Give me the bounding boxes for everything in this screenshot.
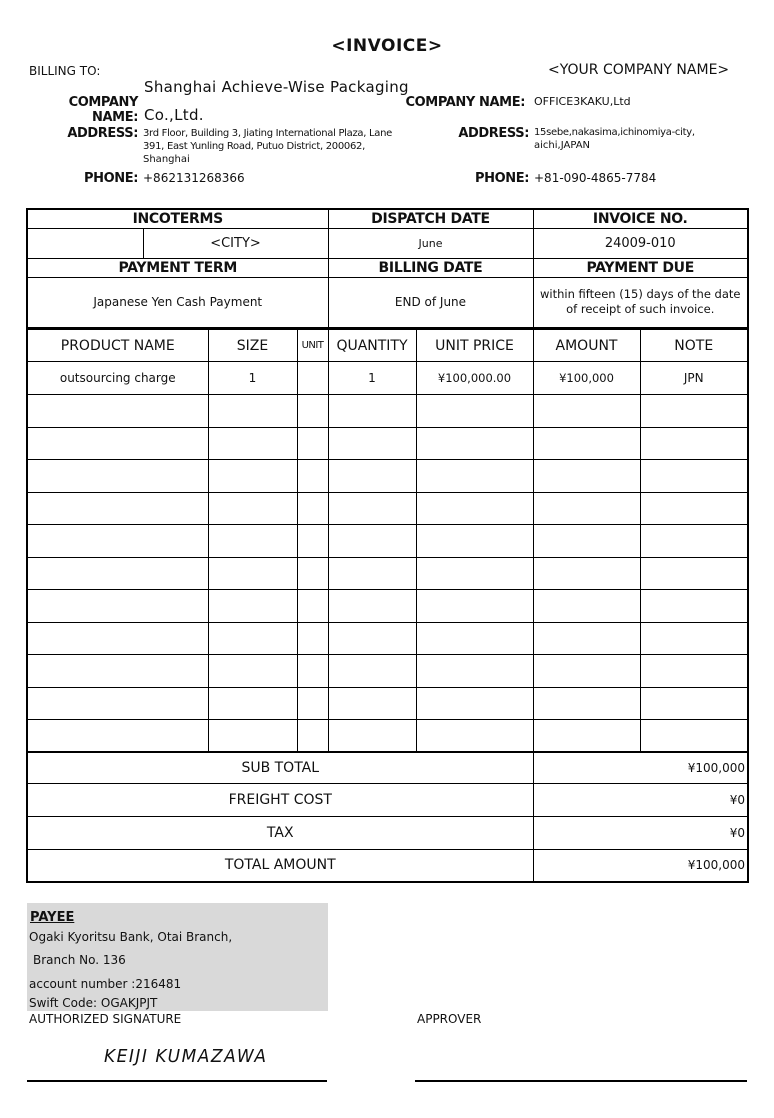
table-row (27, 427, 748, 460)
cell-product-name (27, 622, 208, 655)
cell-unit-price (416, 525, 533, 558)
freight-cost-label: FREIGHT COST (27, 784, 533, 817)
authorized-signature-label: AUTHORIZED SIGNATURE (29, 1012, 182, 1026)
approver-signature-line (415, 1080, 747, 1082)
header-size: SIZE (208, 330, 297, 362)
cell-unit (297, 687, 328, 720)
seller-phone: +81-090-4865-7784 (534, 171, 657, 185)
cell-amount (533, 492, 640, 525)
cell-product-name (27, 655, 208, 688)
cell-size (208, 460, 297, 493)
authorized-signature-line (27, 1080, 327, 1082)
authorized-signature-name: KEIJI KUMAZAWA (104, 1046, 268, 1068)
seller-company: OFFICE3KAKU,Ltd (534, 95, 631, 108)
billing-date-label: BILLING DATE (328, 258, 533, 277)
payment-term-label: PAYMENT TERM (27, 258, 328, 277)
cell-unit-price (416, 720, 533, 753)
cell-product-name (27, 687, 208, 720)
subtotal-label: SUB TOTAL (27, 752, 533, 784)
cell-product-name (27, 590, 208, 623)
cell-unit (297, 720, 328, 753)
billing-address-line1: 3rd Floor, Building 3, Jiating International Plaza, Lane (143, 128, 393, 139)
incoterms-value: <CITY> (143, 228, 328, 258)
seller-phone-label: PHONE: (474, 171, 529, 186)
cell-amount (533, 395, 640, 428)
cell-amount (533, 622, 640, 655)
header-amount: AMOUNT (533, 330, 640, 362)
cell-size (208, 622, 297, 655)
invoice-no-value: 24009-010 (533, 228, 748, 258)
subtotal-value: ¥100,000 (533, 752, 748, 784)
cell-unit-price (416, 557, 533, 590)
header-note: NOTE (640, 330, 748, 362)
cell-unit-price: ¥100,000.00 (416, 362, 533, 395)
cell-unit-price (416, 460, 533, 493)
table-row (27, 590, 748, 623)
cell-quantity (328, 655, 416, 688)
cell-unit-price (416, 622, 533, 655)
cell-size (208, 720, 297, 753)
cell-amount: ¥100,000 (533, 362, 640, 395)
payment-due-label: PAYMENT DUE (533, 258, 748, 277)
cell-unit (297, 557, 328, 590)
cell-note (640, 492, 748, 525)
cell-product-name: outsourcing charge (27, 362, 208, 395)
cell-quantity (328, 687, 416, 720)
table-row (27, 622, 748, 655)
your-company-heading: <YOUR COMPANY NAME> (548, 62, 730, 78)
dispatch-date-label: DISPATCH DATE (328, 209, 533, 228)
cell-quantity (328, 492, 416, 525)
cell-amount (533, 427, 640, 460)
table-row (27, 460, 748, 493)
cell-unit (297, 590, 328, 623)
table-row (27, 362, 748, 395)
cell-unit (297, 362, 328, 395)
cell-product-name (27, 525, 208, 558)
payment-due-value (533, 277, 748, 328)
payee-line4: Swift Code: OGAKJPJT (29, 996, 158, 1010)
payment-due-line2: of receipt of such invoice. (566, 302, 715, 317)
approver-label: APPROVER (417, 1012, 482, 1026)
cell-note (640, 655, 748, 688)
seller-address-line2: aichi,JAPAN (534, 140, 591, 151)
cell-product-name (27, 460, 208, 493)
cell-unit (297, 492, 328, 525)
tax-value: ¥0 (533, 817, 748, 850)
cell-note (640, 460, 748, 493)
invoice-title: <INVOICE> (331, 36, 443, 56)
cell-product-name (27, 720, 208, 753)
billing-company-line2: Co.,Ltd. (144, 106, 204, 124)
cell-size (208, 525, 297, 558)
cell-unit (297, 427, 328, 460)
cell-quantity (328, 525, 416, 558)
total-amount-label: TOTAL AMOUNT (27, 850, 533, 882)
terms-table (26, 208, 749, 329)
cell-unit-price (416, 492, 533, 525)
table-row (27, 687, 748, 720)
cell-unit-price (416, 395, 533, 428)
totals-table (26, 751, 749, 883)
cell-quantity: 1 (328, 362, 416, 395)
cell-quantity (328, 460, 416, 493)
cell-amount (533, 687, 640, 720)
cell-unit (297, 460, 328, 493)
invoice-no-label: INVOICE NO. (533, 209, 748, 228)
tax-label: TAX (27, 817, 533, 850)
incoterms-blank (27, 228, 143, 258)
payee-box (27, 903, 328, 1011)
billing-phone: +862131268366 (143, 171, 245, 185)
cell-note: JPN (640, 362, 748, 395)
cell-quantity (328, 557, 416, 590)
cell-note (640, 395, 748, 428)
cell-product-name (27, 492, 208, 525)
cell-product-name (27, 395, 208, 428)
billing-company-label: COMPANY NAME: (68, 95, 138, 125)
cell-quantity (328, 427, 416, 460)
billing-address-line2: 391, East Yunling Road, Putuo District, 200062, (143, 141, 365, 152)
cell-unit-price (416, 590, 533, 623)
billing-phone-label: PHONE: (83, 171, 138, 186)
cell-amount (533, 557, 640, 590)
cell-size (208, 655, 297, 688)
cell-unit (297, 655, 328, 688)
billing-to-label: BILLING TO: (29, 64, 101, 78)
payee-line3: account number :216481 (29, 977, 182, 991)
cell-unit (297, 525, 328, 558)
cell-size: 1 (208, 362, 297, 395)
payment-due-line1: within fifteen (15) days of the date (540, 287, 741, 302)
cell-note (640, 427, 748, 460)
billing-address-label: ADDRESS: (67, 126, 138, 141)
payee-line2: Branch No. 136 (33, 953, 126, 967)
cell-quantity (328, 622, 416, 655)
cell-size (208, 590, 297, 623)
header-unit-price: UNIT PRICE (416, 330, 533, 362)
billing-address-line3: Shanghai (143, 154, 190, 165)
seller-address-label: ADDRESS: (458, 126, 529, 141)
cell-product-name (27, 557, 208, 590)
total-amount-value: ¥100,000 (533, 850, 748, 882)
cell-note (640, 557, 748, 590)
cell-size (208, 557, 297, 590)
cell-note (640, 720, 748, 753)
header-unit: UNIT (297, 330, 328, 362)
billing-company-line1: Shanghai Achieve-Wise Packaging (144, 78, 409, 96)
cell-quantity (328, 590, 416, 623)
cell-amount (533, 460, 640, 493)
header-product-name: PRODUCT NAME (27, 330, 208, 362)
payment-term-value: Japanese Yen Cash Payment (27, 277, 328, 328)
cell-amount (533, 590, 640, 623)
cell-note (640, 525, 748, 558)
seller-company-label: COMPANY NAME: (405, 95, 525, 110)
table-row (27, 492, 748, 525)
header-quantity: QUANTITY (328, 330, 416, 362)
payee-heading: PAYEE (30, 910, 75, 925)
cell-amount (533, 720, 640, 753)
cell-amount (533, 525, 640, 558)
cell-size (208, 427, 297, 460)
items-table (26, 329, 749, 753)
cell-unit-price (416, 655, 533, 688)
table-row (27, 525, 748, 558)
cell-quantity (328, 720, 416, 753)
seller-address-line1: 15sebe,nakasima,ichinomiya-city, (534, 127, 695, 138)
cell-unit (297, 622, 328, 655)
cell-note (640, 622, 748, 655)
table-row (27, 557, 748, 590)
cell-unit-price (416, 427, 533, 460)
cell-size (208, 395, 297, 428)
cell-size (208, 492, 297, 525)
cell-size (208, 687, 297, 720)
cell-amount (533, 655, 640, 688)
cell-quantity (328, 395, 416, 428)
cell-note (640, 687, 748, 720)
table-row (27, 720, 748, 753)
cell-unit-price (416, 687, 533, 720)
table-row (27, 395, 748, 428)
cell-note (640, 590, 748, 623)
dispatch-date-value: June (328, 228, 533, 258)
table-row (27, 655, 748, 688)
billing-date-value: END of June (328, 277, 533, 328)
incoterms-label: INCOTERMS (27, 209, 328, 228)
cell-unit (297, 395, 328, 428)
payee-line1: Ogaki Kyoritsu Bank, Otai Branch, (29, 930, 233, 944)
freight-cost-value: ¥0 (533, 784, 748, 817)
cell-product-name (27, 427, 208, 460)
